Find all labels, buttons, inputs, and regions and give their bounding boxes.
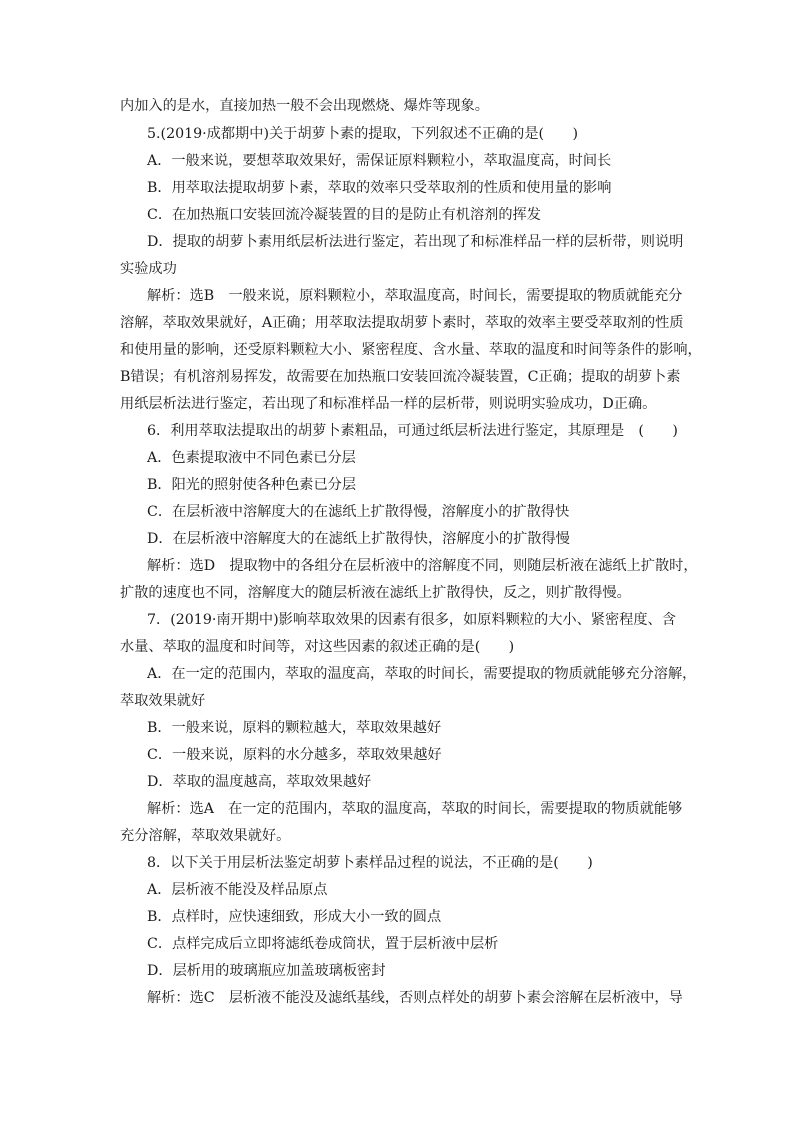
question-5: 5.(2019·成都期中)关于胡萝卜素的提取，下列叙述不正确的是( ) [147, 126, 578, 142]
analysis-6: 解析：选D 提取物中的各组分在层析液中的溶解度不同，则随层析液在滤纸上扩散时， [147, 558, 698, 574]
option-a: A．在一定的范围内，萃取的温度高，萃取的时间长，需要提取的物质就能够充分溶解， [147, 666, 697, 682]
analysis-8: 解析：选C 层析液不能没及滤纸基线，否则点样处的胡萝卜素会溶解在层析液中，导 [147, 990, 683, 1006]
text-line: 充分溶解，萃取效果就好。 [120, 828, 291, 844]
analysis-7: 解析：选A 在一定的范围内，萃取的温度高，萃取的时间长，需要提取的物质就能够 [147, 801, 683, 817]
text-line: 溶解，萃取效果就好，A正确；用萃取法提取胡萝卜素时，萃取的效率主要受萃取剂的性质 [120, 315, 684, 331]
option-b: B．用萃取法提取胡萝卜素，萃取的效率只受萃取剂的性质和使用量的影响 [147, 180, 612, 196]
option-a: A．色素提取液中不同色素已分层 [147, 450, 356, 466]
option-c: C．在层析液中溶解度大的在滤纸上扩散得慢，溶解度小的扩散得快 [147, 504, 570, 520]
text-line: 用纸层析法进行鉴定，若出现了和标准样品一样的层析带，则说明实验成功，D正确。 [120, 396, 657, 412]
option-c: C．在加热瓶口安装回流冷凝装置的目的是防止有机溶剂的挥发 [147, 207, 541, 223]
option-b: B．阳光的照射使各种色素已分层 [147, 477, 357, 493]
option-d: D．在层析液中溶解度大的在滤纸上扩散得快，溶解度小的扩散得慢 [147, 531, 570, 547]
text-line: 水量、萃取的温度和时间等，对这些因素的叙述正确的是( ) [120, 639, 515, 655]
option-c: C．一般来说，原料的水分越多，萃取效果越好 [147, 747, 442, 763]
option-d: D．萃取的温度越高，萃取效果越好 [147, 774, 372, 790]
text-line: 扩散的速度也不同，溶解度大的随层析液在滤纸上扩散得快，反之，则扩散得慢。 [120, 585, 631, 601]
option-a: A．层析液不能没及样品原点 [147, 882, 328, 898]
option-b: B．点样时，应快速细致，形成大小一致的圆点 [147, 909, 442, 925]
option-a: A．一般来说，要想萃取效果好，需保证原料颗粒小，萃取温度高，时间长 [147, 153, 612, 169]
option-c: C．点样完成后立即将滤纸卷成筒状，置于层析液中层析 [147, 936, 499, 952]
text-line: B错误；有机溶剂易挥发，故需要在加热瓶口安装回流冷凝装置，C正确；提取的胡萝卜素 [120, 369, 681, 385]
option-b: B．一般来说，原料的颗粒越大，萃取效果越好 [147, 720, 442, 736]
analysis-5: 解析：选B 一般来说，原料颗粒小，萃取温度高，时间长，需要提取的物质就能充分 [147, 288, 683, 304]
text-line: 和使用量的影响，还受原料颗粒大小、紧密程度、含水量、萃取的温度和时间等条件的影响， [120, 342, 702, 358]
question-8: 8．以下关于用层析法鉴定胡萝卜素样品过程的说法，不正确的是( ) [147, 855, 593, 871]
text-line: 内加入的是水，直接加热一般不会出现燃烧、爆炸等现象。 [120, 98, 489, 114]
question-6: 6．利用萃取法提取出的胡萝卜素粗品，可通过纸层析法进行鉴定，其原理是 ( ) [147, 423, 678, 439]
question-7: 7．(2019·南开期中)影响萃取效果的因素有很多，如原料颗粒的大小、紧密程度、含 [147, 612, 676, 628]
text-line: 实验成功 [120, 261, 177, 277]
option-d: D．提取的胡萝卜素用纸层析法进行鉴定，若出现了和标准样品一样的层析带，则说明 [147, 234, 684, 250]
text-line: 萃取效果就好 [120, 693, 206, 709]
option-d: D．层析用的玻璃瓶应加盖玻璃板密封 [147, 963, 386, 979]
